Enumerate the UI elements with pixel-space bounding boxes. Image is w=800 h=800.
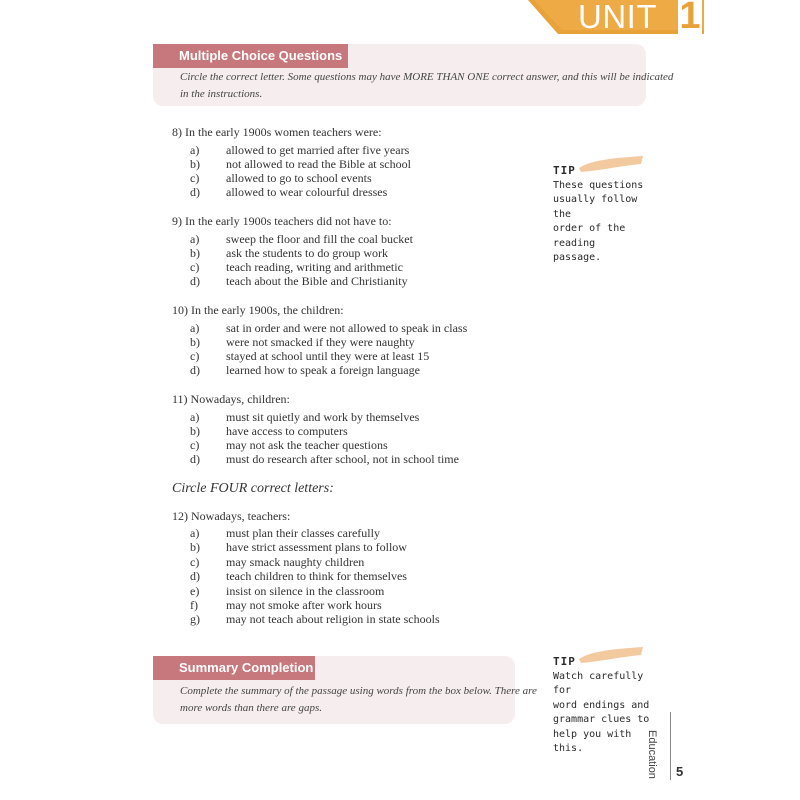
tip-2-line-4: help you with this. xyxy=(553,728,632,754)
option-text: allowed to wear colourful dresses xyxy=(226,185,388,199)
option-text: ask the students to do group work xyxy=(226,246,388,260)
summary-instruction-line-1: Complete the summary of the passage using words from the box below. There are xyxy=(180,685,537,697)
mcq-instruction-line-1: Circle the correct letter. Some questions may have MORE THAN ONE correct answer, and this will be indicated xyxy=(180,71,674,83)
option-text: were not smacked if they were naughty xyxy=(226,335,415,349)
option-text: must plan their classes carefully xyxy=(226,526,380,540)
option-letter: c) xyxy=(190,438,200,452)
option-text: must do research after school, not in school time xyxy=(226,452,459,466)
unit-number: 1 xyxy=(678,0,702,36)
option-text: must sit quietly and work by themselves xyxy=(226,410,420,424)
question-10-title: 10) In the early 1900s, the children: xyxy=(172,303,344,317)
option-letter: b) xyxy=(190,246,200,260)
mcq-header: Multiple Choice Questions xyxy=(153,44,348,68)
option-letter: d) xyxy=(190,569,200,583)
question-9-title: 9) In the early 1900s teachers did not have to: xyxy=(172,214,392,228)
option-letter: d) xyxy=(190,185,200,199)
tip-2-line-2: word endings and xyxy=(553,699,650,711)
option-text: have strict assessment plans to follow xyxy=(226,540,407,554)
unit-label: UNIT xyxy=(578,0,657,35)
unit-tab xyxy=(528,0,704,36)
page-number: 5 xyxy=(676,764,684,779)
option-letter: a) xyxy=(190,526,200,540)
option-letter: e) xyxy=(190,584,200,598)
tip-2-heading: TIP xyxy=(553,655,576,668)
tip-1-heading: TIP xyxy=(553,164,576,177)
summary-instruction-line-2: more words than there are gaps. xyxy=(180,702,322,714)
option-text: insist on silence in the classroom xyxy=(226,584,385,598)
option-text: allowed to go to school events xyxy=(226,171,372,185)
option-letter: d) xyxy=(190,274,200,288)
tip-2-line-1: Watch carefully for xyxy=(553,670,644,696)
section-side-label: Education xyxy=(646,730,658,779)
option-text: may smack naughty children xyxy=(226,555,365,569)
question-8-title: 8) In the early 1900s women teachers were: xyxy=(172,125,382,139)
tip-2 xyxy=(553,655,653,757)
option-letter: d) xyxy=(190,452,200,466)
question-11-title: 11) Nowadays, children: xyxy=(172,392,290,406)
summary-header: Summary Completion xyxy=(153,656,315,680)
question-12-title: 12) Nowadays, teachers: xyxy=(172,509,291,523)
side-divider xyxy=(670,712,671,780)
option-text: sweep the floor and fill the coal bucket xyxy=(226,232,413,246)
option-letter: d) xyxy=(190,363,200,377)
option-letter: a) xyxy=(190,143,200,157)
tip-2-line-3: grammar clues to xyxy=(553,714,650,725)
option-letter: c) xyxy=(190,555,200,569)
option-letter: a) xyxy=(190,232,200,246)
option-letter: a) xyxy=(190,321,200,335)
option-letter: b) xyxy=(190,157,200,171)
tip-1-line-3: order of the reading xyxy=(553,223,626,249)
option-letter: b) xyxy=(190,424,200,438)
option-letter: c) xyxy=(190,260,200,274)
option-letter: f) xyxy=(190,598,198,612)
option-letter: b) xyxy=(190,335,200,349)
option-text: learned how to speak a foreign language xyxy=(226,363,420,377)
tip-1 xyxy=(553,164,653,266)
option-letter: a) xyxy=(190,410,200,424)
option-text: teach children to think for themselves xyxy=(226,569,407,583)
option-text: teach about the Bible and Christianity xyxy=(226,274,408,288)
tip-1-line-2: usually follow the xyxy=(553,194,638,220)
option-text: may not teach about religion in state schools xyxy=(226,612,440,626)
tip-1-line-1: These questions xyxy=(553,179,644,191)
mcq-instruction-line-2: in the instructions. xyxy=(180,88,263,100)
option-text: teach reading, writing and arithmetic xyxy=(226,260,403,274)
circle-four-instruction: Circle FOUR correct letters: xyxy=(172,481,334,496)
option-letter: b) xyxy=(190,540,200,554)
option-text: sat in order and were not allowed to speak in class xyxy=(226,321,468,335)
option-letter: c) xyxy=(190,171,200,185)
option-letter: g) xyxy=(190,612,200,626)
tip-1-line-4: passage. xyxy=(553,252,602,263)
option-letter: c) xyxy=(190,349,200,363)
option-text: stayed at school until they were at least 15 xyxy=(226,349,430,363)
option-text: may not smoke after work hours xyxy=(226,598,382,612)
option-text: may not ask the teacher questions xyxy=(226,438,388,452)
option-text: allowed to get married after five years xyxy=(226,143,410,157)
option-text: have access to computers xyxy=(226,424,348,438)
option-text: not allowed to read the Bible at school xyxy=(226,157,411,171)
